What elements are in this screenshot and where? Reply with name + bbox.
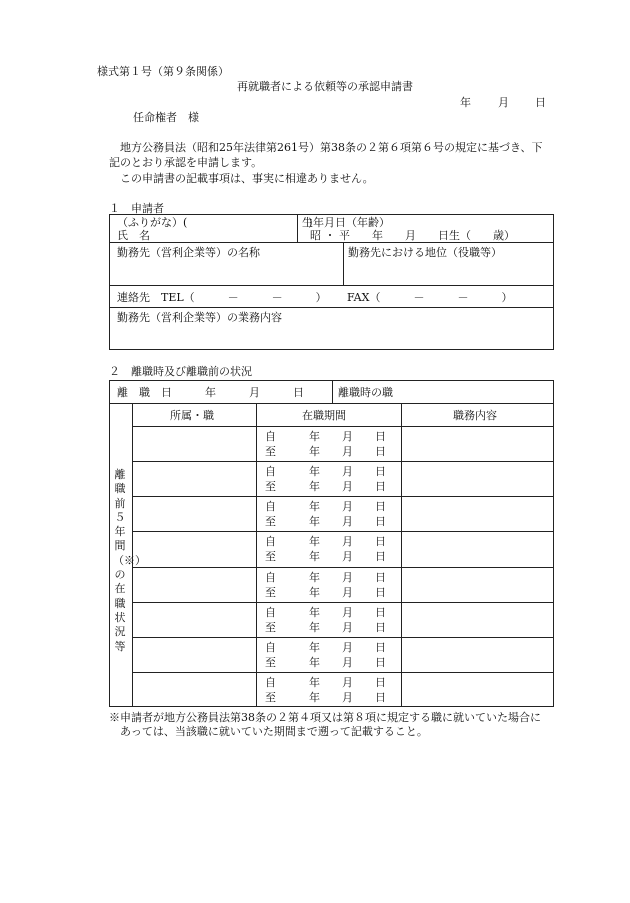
career-row-affiliation-cell[interactable] [133,568,255,601]
period-from[interactable]: 自 年 月 日 [265,571,386,584]
section1-heading: １ 申請者 [109,202,164,215]
date-month-label: 月 [498,96,509,109]
period-to[interactable]: 至 年 月 日 [265,691,386,704]
period-to[interactable]: 至 年 月 日 [265,621,386,634]
period-from[interactable]: 自 年 月 日 [265,676,386,689]
career-row-duties-cell[interactable] [402,568,553,601]
period-from[interactable]: 自 年 月 日 [265,641,386,654]
period-from[interactable]: 自 年 月 日 [265,500,386,513]
col-period: 在職期間 [302,409,346,422]
career-row-duties-cell[interactable] [402,462,553,495]
period-from[interactable]: 自 年 月 日 [265,535,386,548]
intro-line-2: 記のとおり承認を申請します。 [109,156,263,169]
footnote-line-2: あっては、当該職に就いていた期間まで遡って記載すること。 [120,725,428,738]
career-row-affiliation-cell[interactable] [133,462,255,495]
retire-position-label: 離職時の職 [338,386,393,399]
career-row-duties-cell[interactable] [402,603,553,636]
addressee: 任命権者 様 [133,111,199,124]
career-row-duties-cell[interactable] [402,673,553,706]
career-row-affiliation-cell[interactable] [133,603,255,636]
period-to[interactable]: 至 年 月 日 [265,480,386,493]
career-row-duties-cell[interactable] [402,497,553,530]
period-from[interactable]: 自 年 月 日 [265,465,386,478]
form-number: 様式第１号（第９条関係） [97,65,229,78]
career-row-affiliation-cell[interactable] [133,497,255,530]
birth-date-field[interactable]: 昭 ・ 平 年 月 日生（ 歳） [310,229,515,242]
birth-label: 生年月日（年齢） [302,216,390,229]
furigana-field[interactable]: （ふりがな）( ) [117,216,313,229]
career-row-duties-cell[interactable] [402,638,553,671]
col-duties: 職務内容 [453,409,497,422]
period-to[interactable]: 至 年 月 日 [265,445,386,458]
employer-name-label: 勤務先（営利企業等）の名称 [117,246,260,259]
period-from[interactable]: 自 年 月 日 [265,430,386,443]
name-label: 氏 名 [117,229,150,242]
retire-date-label: 離 職 日 年 月 日 [117,386,304,399]
career-row-affiliation-cell[interactable] [133,427,255,460]
contact-tel-field[interactable]: 連絡先 TEL（ － － ） [117,291,327,304]
career-row-duties-cell[interactable] [402,532,553,565]
intro-line-1: 地方公務員法（昭和25年法律第261号）第38条の２第６項第６号の規定に基づき、下 [120,141,543,154]
date-year-label: 年 [460,96,471,109]
business-content-label: 勤務先（営利企業等）の業務内容 [117,311,282,324]
form-title: 再就職者による依頼等の承認申請書 [237,80,413,93]
employer-position-label: 勤務先における地位（役職等） [348,246,502,259]
period-from[interactable]: 自 年 月 日 [265,606,386,619]
career-row-duties-cell[interactable] [402,427,553,460]
col-affiliation: 所属・職 [170,409,214,422]
period-to[interactable]: 至 年 月 日 [265,550,386,563]
career-row-affiliation-cell[interactable] [133,532,255,565]
period-to[interactable]: 至 年 月 日 [265,656,386,669]
date-day-label: 日 [535,96,546,109]
side-label-five-years: 離職前５年間（※）の在職状況等 [113,468,146,653]
section2-heading: ２ 離職時及び離職前の状況 [109,365,252,378]
footnote-line-1: ※申請者が地方公務員法第38条の２第４項又は第８項に規定する職に就いていた場合に [109,711,541,724]
period-to[interactable]: 至 年 月 日 [265,586,386,599]
career-row-affiliation-cell[interactable] [133,673,255,706]
intro-line-3: この申請書の記載事項は、事実に相違ありません。 [120,172,374,185]
contact-fax-field[interactable]: FAX（ － － ） [347,291,513,304]
career-row-affiliation-cell[interactable] [133,638,255,671]
period-to[interactable]: 至 年 月 日 [265,515,386,528]
